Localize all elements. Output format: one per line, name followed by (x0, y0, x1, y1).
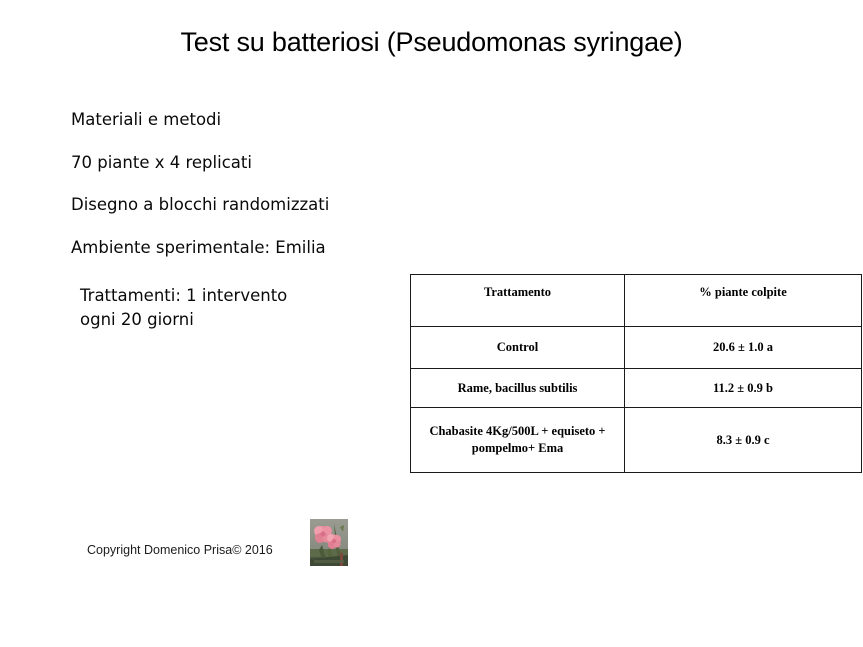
table-cell-value: 20.6 ± 1.0 a (625, 327, 862, 369)
pink-flower-photo (310, 519, 348, 566)
body-line-disegno: Disegno a blocchi randomizzati (71, 195, 330, 214)
table-cell-treatment: Rame, bacillus subtilis (411, 369, 625, 408)
body-line-ambiente: Ambiente sperimentale: Emilia (71, 237, 326, 257)
treatments-line-2: ogni 20 giorni (80, 309, 194, 329)
table-header-percentage: % piante colpite (625, 275, 862, 327)
table-header-row (411, 275, 862, 327)
copyright-text: Copyright Domenico Prisa© 2016 (87, 543, 273, 557)
treatments-line-1: Trattamenti: 1 intervento (80, 286, 288, 305)
table-row (411, 408, 862, 473)
table-header-treatment: Trattamento (411, 275, 625, 327)
table-cell-treatment: Chabasite 4Kg/500L + equiseto + pompelmo+ Ema (411, 408, 625, 473)
table-cell-treatment: Control (411, 327, 625, 369)
body-line-piante: 70 piante x 4 replicati (71, 152, 252, 172)
results-table (410, 274, 862, 473)
table-cell-value: 11.2 ± 0.9 b (625, 369, 862, 408)
table-row (411, 327, 862, 369)
page-title: Test su batteriosi (Pseudomonas syringae) (180, 27, 683, 57)
body-text-block (71, 112, 401, 282)
body-line-materiali: Materiali e metodi (71, 110, 222, 129)
treatments-block (80, 284, 380, 332)
table-row (411, 369, 862, 408)
table-cell-value: 8.3 ± 0.9 c (625, 408, 862, 473)
